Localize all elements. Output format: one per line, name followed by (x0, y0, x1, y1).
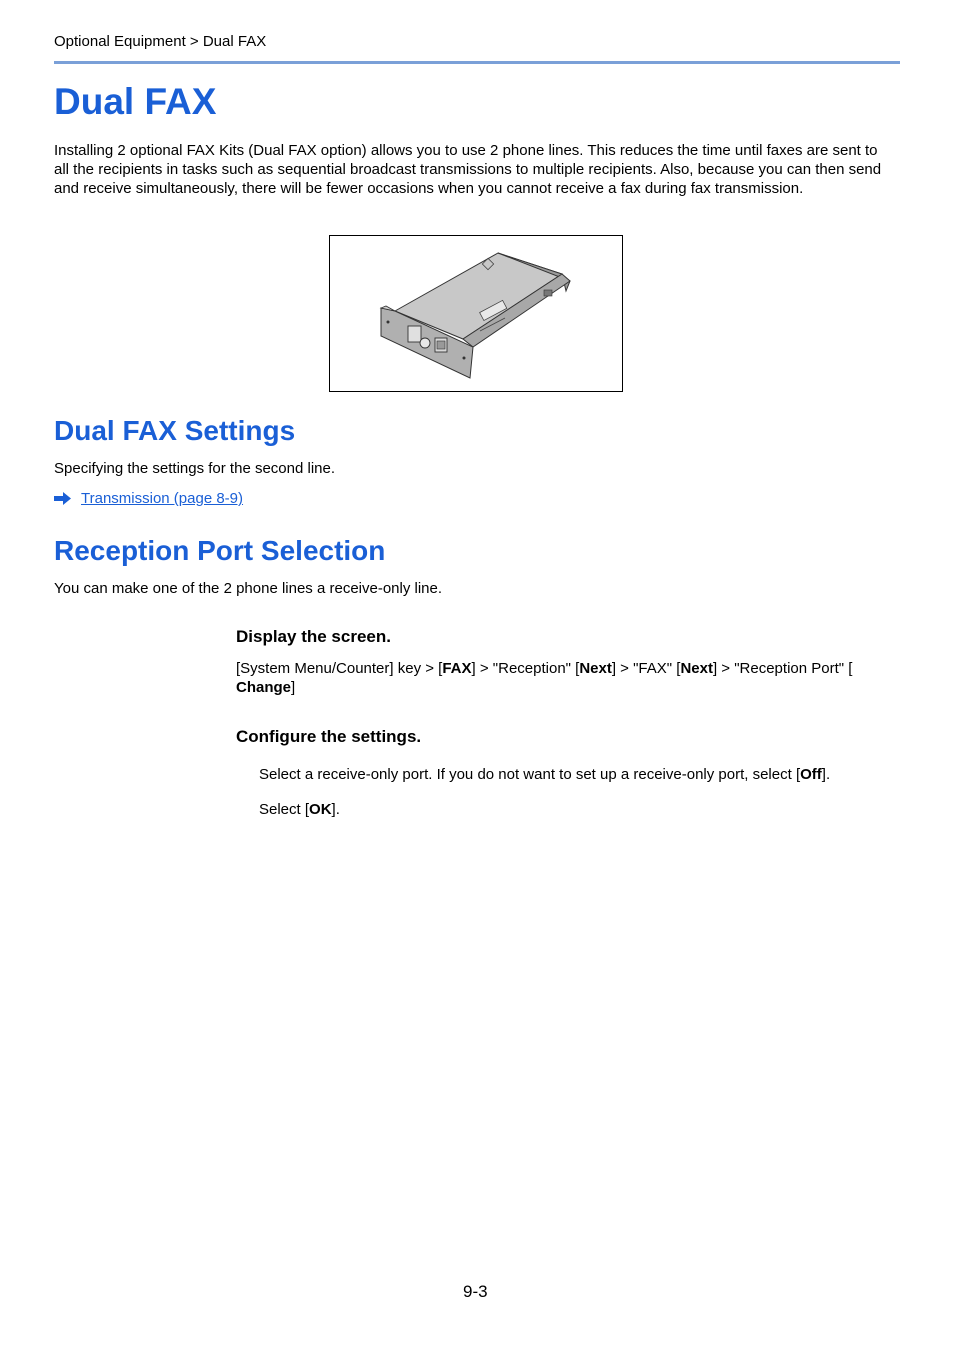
reception-port-text: You can make one of the 2 phone lines a receive-only line. (54, 580, 443, 597)
step-display-screen-title: Display the screen. (236, 627, 391, 646)
step-configure-title: Configure the settings. (236, 727, 422, 746)
dual-fax-settings-heading: Dual FAX Settings (54, 415, 296, 446)
header-rule (54, 61, 900, 64)
arrow-right-icon (54, 492, 71, 505)
intro-paragraph: Installing 2 optional FAX Kits (Dual FAX option) allows you to use 2 phone lines. This reduces the time until faxes are sent to all the recipients in tasks such as sequential broadcast transmissions to multiple recipients. Also, because you can then send and receive simultaneously, there will be fewer occasions when you cannot receive a fax during fax transmission. (54, 142, 882, 197)
step-display-screen-body: [System Menu/Counter] key > [FAX] > "Reception" [Next] > "FAX" [Next] > "Reception Port" [ Change] (236, 660, 853, 696)
breadcrumb: Optional Equipment > Dual FAX (54, 33, 267, 50)
fax-kit-figure (329, 235, 623, 392)
transmission-link-row (54, 490, 243, 507)
transmission-link[interactable]: Transmission (page 8-9) (81, 490, 244, 507)
fax-kit-illustration (330, 236, 621, 390)
dual-fax-settings-text: Specifying the settings for the second line. (54, 460, 336, 477)
page-number: 9-3 (463, 1282, 488, 1301)
page-title: Dual FAX (54, 81, 217, 122)
step-configure-sub2: Select [OK]. (259, 801, 340, 818)
reception-port-heading: Reception Port Selection (54, 535, 386, 566)
step-configure-sub1: Select a receive-only port. If you do not want to set up a receive-only port, select [Off]. (259, 766, 831, 783)
